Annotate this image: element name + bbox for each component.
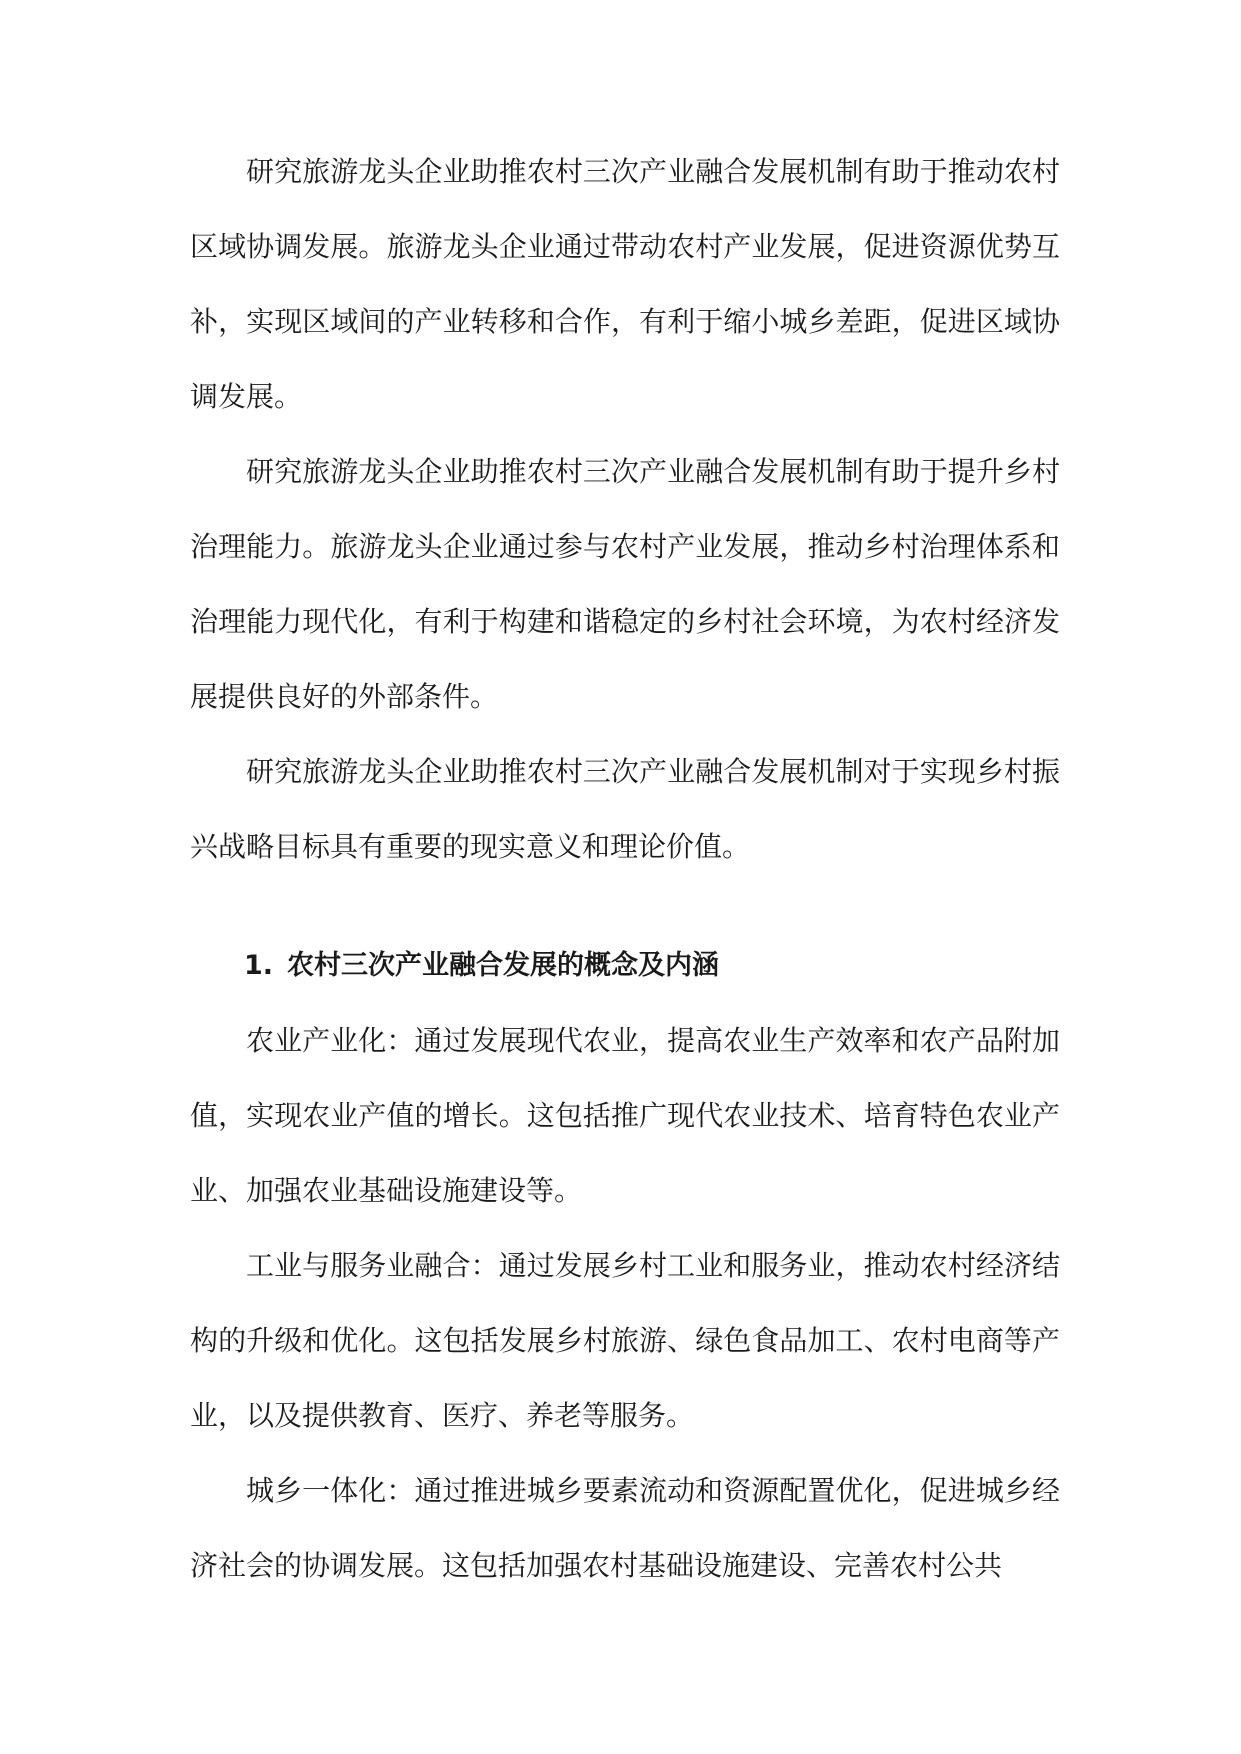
body-paragraph: 工业与服务业融合：通过发展乡村工业和服务业，推动农村经济结构的升级和优化。这包括发展乡村旅游、绿色食品加工、农村电商等产业，以及提供教育、医疗、养老等服务。 [190,1249,1060,1432]
body-paragraph: 研究旅游龙头企业助推农村三次产业融合发展机制有助于提升乡村治理能力。旅游龙头企业通过参与农村产业发展，推动乡村治理体系和治理能力现代化，有利于构建和谐稳定的乡村社会环境，为农村经济发展提供良好的外部条件。 [190,455,1060,713]
section-number: 1. [244,950,274,981]
document-body [190,134,1060,1603]
section-title: 农村三次产业融合发展的概念及内涵 [287,950,720,981]
section-heading [190,928,1060,1003]
body-paragraph: 城乡一体化：通过推进城乡要素流动和资源配置优化，促进城乡经济社会的协调发展。这包括加强农村基础设施建设、完善农村公共 [190,1474,1060,1582]
body-paragraph: 研究旅游龙头企业助推农村三次产业融合发展机制对于实现乡村振兴战略目标具有重要的现实意义和理论价值。 [190,755,1060,863]
body-paragraph: 农业产业化：通过发展现代农业，提高农业生产效率和农产品附加值，实现农业产值的增长。这包括推广现代农业技术、培育特色农业产业、加强农业基础设施建设等。 [190,1024,1060,1207]
body-paragraph: 研究旅游龙头企业助推农村三次产业融合发展机制有助于推动农村区域协调发展。旅游龙头企业通过带动农村产业发展，促进资源优势互补，实现区域间的产业转移和合作，有利于缩小城乡差距，促进区域协调发展。 [190,155,1060,413]
